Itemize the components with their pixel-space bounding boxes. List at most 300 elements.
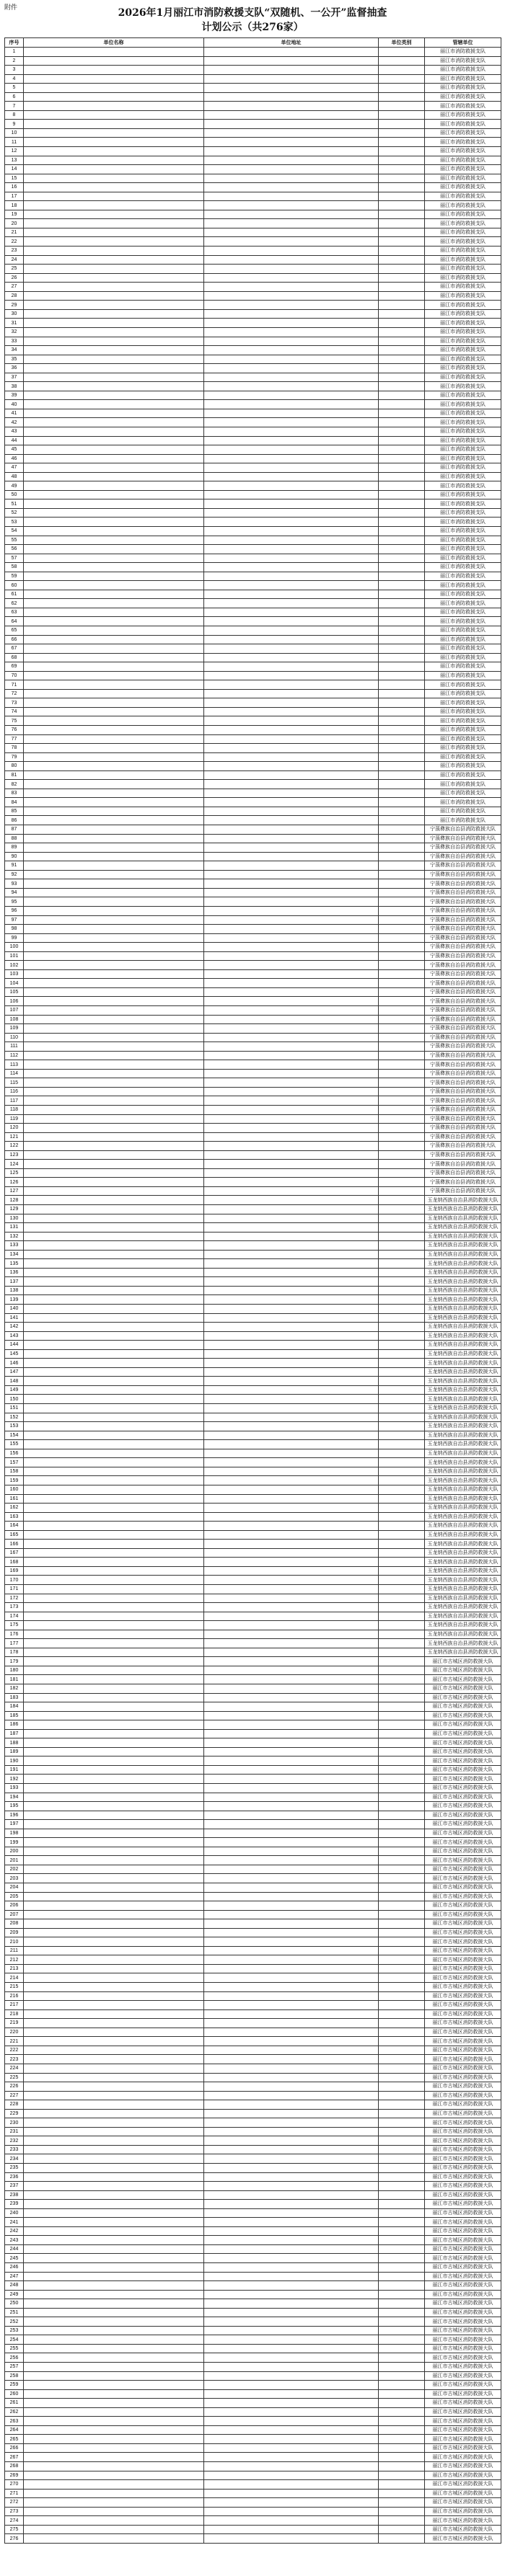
row-category xyxy=(379,2064,425,2073)
table-row xyxy=(5,2435,501,2444)
row-number: 164 xyxy=(5,1522,24,1531)
row-number: 60 xyxy=(5,581,24,590)
row-category xyxy=(379,418,425,427)
row-jurisdiction: 玉龙纳西族自治县消防救援大队 xyxy=(425,1367,501,1377)
row-address xyxy=(204,698,379,708)
row-category xyxy=(379,2272,425,2281)
row-jurisdiction: 丽江市古城区消防救援大队 xyxy=(425,2407,501,2417)
row-company-name xyxy=(24,2226,204,2236)
row-address xyxy=(204,1259,379,1269)
row-number: 138 xyxy=(5,1286,24,1295)
row-company-name xyxy=(24,1955,204,1965)
row-number: 66 xyxy=(5,635,24,644)
table-row xyxy=(5,1684,501,1693)
row-category xyxy=(379,2001,425,2010)
table-row xyxy=(5,1865,501,1874)
table-row xyxy=(5,1395,501,1404)
row-address xyxy=(204,1060,379,1070)
table-row xyxy=(5,2163,501,2172)
row-company-name xyxy=(24,987,204,997)
row-company-name xyxy=(24,1648,204,1657)
row-company-name xyxy=(24,445,204,455)
row-company-name xyxy=(24,2480,204,2490)
row-number: 83 xyxy=(5,789,24,798)
row-company-name xyxy=(24,490,204,499)
row-number: 80 xyxy=(5,762,24,771)
row-address xyxy=(204,1494,379,1504)
row-jurisdiction: 丽江市消防救援支队 xyxy=(425,56,501,66)
row-jurisdiction: 丽江市古城区消防救援大队 xyxy=(425,2037,501,2046)
table-row xyxy=(5,2073,501,2082)
row-address xyxy=(204,1991,379,2001)
row-number: 222 xyxy=(5,2046,24,2055)
row-company-name xyxy=(24,1069,204,1078)
row-company-name xyxy=(24,92,204,102)
row-category xyxy=(379,1377,425,1386)
row-number: 223 xyxy=(5,2055,24,2064)
row-company-name xyxy=(24,2182,204,2191)
row-address xyxy=(204,463,379,473)
row-jurisdiction: 丽江市消防救援支队 xyxy=(425,84,501,93)
row-company-name xyxy=(24,2118,204,2128)
table-row xyxy=(5,2100,501,2110)
row-company-name xyxy=(24,1305,204,1314)
row-jurisdiction: 宁蒗彝族自治县消防救援大队 xyxy=(425,1015,501,1024)
row-number: 234 xyxy=(5,2154,24,2164)
row-number: 58 xyxy=(5,563,24,572)
table-row xyxy=(5,563,501,572)
row-address xyxy=(204,2028,379,2037)
row-category xyxy=(379,626,425,636)
row-address xyxy=(204,1033,379,1042)
row-category xyxy=(379,1196,425,1205)
row-category xyxy=(379,1865,425,1874)
row-number: 29 xyxy=(5,301,24,310)
row-category xyxy=(379,1693,425,1702)
row-category xyxy=(379,2326,425,2335)
row-jurisdiction: 丽江市古城区消防救援大队 xyxy=(425,2534,501,2544)
row-number: 11 xyxy=(5,138,24,147)
row-address xyxy=(204,1738,379,1748)
row-jurisdiction: 丽江市古城区消防救援大队 xyxy=(425,1919,501,1929)
table-row xyxy=(5,1512,501,1522)
row-jurisdiction: 宁蒗彝族自治县消防救援大队 xyxy=(425,997,501,1006)
row-number: 100 xyxy=(5,943,24,952)
row-company-name xyxy=(24,1395,204,1404)
row-company-name xyxy=(24,2435,204,2444)
row-number: 193 xyxy=(5,1784,24,1793)
row-number: 174 xyxy=(5,1612,24,1621)
row-category xyxy=(379,48,425,57)
table-row xyxy=(5,1413,501,1422)
row-number: 39 xyxy=(5,391,24,400)
row-company-name xyxy=(24,2019,204,2028)
row-jurisdiction: 丽江市消防救援支队 xyxy=(425,752,501,762)
row-category xyxy=(379,1838,425,1847)
row-category xyxy=(379,1005,425,1015)
table-row xyxy=(5,1530,501,1540)
table-row xyxy=(5,2308,501,2317)
row-company-name xyxy=(24,1485,204,1494)
table-row xyxy=(5,228,501,237)
row-category xyxy=(379,427,425,436)
row-category xyxy=(379,1323,425,1332)
row-address xyxy=(204,1820,379,1829)
row-category xyxy=(379,780,425,789)
table-row xyxy=(5,1015,501,1024)
row-jurisdiction: 丽江市古城区消防救援大队 xyxy=(425,2082,501,2092)
row-address xyxy=(204,1603,379,1612)
row-number: 102 xyxy=(5,961,24,970)
row-category xyxy=(379,1558,425,1567)
row-number: 93 xyxy=(5,879,24,889)
row-jurisdiction: 玉龙纳西族自治县消防救援大队 xyxy=(425,1196,501,1205)
row-category xyxy=(379,1467,425,1476)
row-jurisdiction: 丽江市消防救援支队 xyxy=(425,346,501,355)
table-row xyxy=(5,1566,501,1576)
row-category xyxy=(379,843,425,853)
row-category xyxy=(379,1584,425,1594)
row-address xyxy=(204,852,379,861)
row-number: 95 xyxy=(5,897,24,907)
row-number: 128 xyxy=(5,1196,24,1205)
row-number: 248 xyxy=(5,2281,24,2291)
table-row xyxy=(5,1711,501,1720)
row-jurisdiction: 丽江市消防救援支队 xyxy=(425,255,501,265)
row-category xyxy=(379,1042,425,1052)
row-address xyxy=(204,834,379,843)
row-number: 14 xyxy=(5,165,24,174)
row-company-name xyxy=(24,1865,204,1874)
row-company-name xyxy=(24,2507,204,2516)
row-category xyxy=(379,698,425,708)
row-company-name xyxy=(24,825,204,835)
row-jurisdiction: 丽江市古城区消防救援大队 xyxy=(425,2344,501,2353)
row-company-name xyxy=(24,409,204,418)
row-company-name xyxy=(24,1829,204,1838)
table-row xyxy=(5,2082,501,2092)
row-company-name xyxy=(24,1838,204,1847)
row-category xyxy=(379,1440,425,1449)
row-category xyxy=(379,454,425,463)
row-category xyxy=(379,499,425,509)
row-number: 71 xyxy=(5,680,24,690)
row-number: 192 xyxy=(5,1775,24,1784)
row-company-name xyxy=(24,1078,204,1088)
row-address xyxy=(204,2389,379,2399)
row-company-name xyxy=(24,301,204,310)
row-company-name xyxy=(24,1186,204,1196)
row-number: 86 xyxy=(5,816,24,825)
row-jurisdiction: 丽江市消防救援支队 xyxy=(425,283,501,292)
row-jurisdiction: 丽江市古城区消防救援大队 xyxy=(425,2363,501,2372)
row-jurisdiction: 丽江市消防救援支队 xyxy=(425,536,501,545)
row-number: 220 xyxy=(5,2028,24,2037)
row-jurisdiction: 丽江市消防救援支队 xyxy=(425,599,501,608)
row-jurisdiction: 玉龙纳西族自治县消防救援大队 xyxy=(425,1331,501,1341)
row-address xyxy=(204,1277,379,1287)
row-number: 85 xyxy=(5,807,24,816)
row-jurisdiction: 宁蒗彝族自治县消防救援大队 xyxy=(425,1024,501,1034)
table-row xyxy=(5,201,501,210)
table-row xyxy=(5,689,501,698)
row-address xyxy=(204,1684,379,1693)
table-row xyxy=(5,2480,501,2490)
row-number: 111 xyxy=(5,1042,24,1052)
row-address xyxy=(204,1114,379,1124)
row-company-name xyxy=(24,1621,204,1630)
table-row xyxy=(5,1765,501,1775)
row-address xyxy=(204,1268,379,1277)
row-company-name xyxy=(24,1241,204,1251)
row-category xyxy=(379,1603,425,1612)
row-company-name xyxy=(24,689,204,698)
row-jurisdiction: 丽江市古城区消防救援大队 xyxy=(425,1865,501,1874)
table-row xyxy=(5,2037,501,2046)
row-category xyxy=(379,373,425,382)
row-number: 243 xyxy=(5,2236,24,2245)
row-jurisdiction: 丽江市消防救援支队 xyxy=(425,156,501,165)
row-jurisdiction: 丽江市古城区消防救援大队 xyxy=(425,1765,501,1775)
row-jurisdiction: 丽江市消防救援支队 xyxy=(425,481,501,491)
row-address xyxy=(204,1042,379,1052)
row-company-name xyxy=(24,536,204,545)
row-number: 149 xyxy=(5,1385,24,1395)
row-category xyxy=(379,1295,425,1305)
row-address xyxy=(204,1087,379,1096)
row-address xyxy=(204,671,379,680)
row-jurisdiction: 丽江市消防救援支队 xyxy=(425,247,501,256)
row-jurisdiction: 丽江市消防救援支队 xyxy=(425,427,501,436)
table-row xyxy=(5,490,501,499)
row-jurisdiction: 宁蒗彝族自治县消防救援大队 xyxy=(425,879,501,889)
row-jurisdiction: 丽江市消防救援支队 xyxy=(425,662,501,672)
column-header-type: 单位类别 xyxy=(379,38,425,48)
row-company-name xyxy=(24,1910,204,1919)
row-jurisdiction: 丽江市古城区消防救援大队 xyxy=(425,2317,501,2327)
table-row xyxy=(5,1675,501,1684)
table-row xyxy=(5,1946,501,1955)
table-row xyxy=(5,2407,501,2417)
row-company-name xyxy=(24,1250,204,1259)
row-company-name xyxy=(24,780,204,789)
table-row xyxy=(5,1385,501,1395)
row-number: 183 xyxy=(5,1693,24,1702)
row-category xyxy=(379,1413,425,1422)
table-row xyxy=(5,1377,501,1386)
row-address xyxy=(204,915,379,925)
row-company-name xyxy=(24,1675,204,1684)
table-row xyxy=(5,608,501,617)
table-row xyxy=(5,1991,501,2001)
row-category xyxy=(379,247,425,256)
row-number: 177 xyxy=(5,1639,24,1648)
row-address xyxy=(204,1377,379,1386)
row-category xyxy=(379,2136,425,2146)
row-address xyxy=(204,1630,379,1639)
table-row xyxy=(5,2443,501,2453)
table-row xyxy=(5,1160,501,1169)
row-company-name xyxy=(24,1323,204,1332)
row-jurisdiction: 玉龙纳西族自治县消防救援大队 xyxy=(425,1458,501,1467)
row-address xyxy=(204,979,379,988)
row-number: 235 xyxy=(5,2163,24,2172)
row-number: 173 xyxy=(5,1603,24,1612)
table-row xyxy=(5,536,501,545)
row-address xyxy=(204,870,379,879)
row-category xyxy=(379,2208,425,2218)
row-company-name xyxy=(24,635,204,644)
row-address xyxy=(204,662,379,672)
table-row xyxy=(5,2353,501,2363)
table-row xyxy=(5,997,501,1006)
row-category xyxy=(379,1829,425,1838)
row-jurisdiction: 玉龙纳西族自治县消防救援大队 xyxy=(425,1440,501,1449)
row-number: 22 xyxy=(5,237,24,247)
row-category xyxy=(379,1160,425,1169)
row-company-name xyxy=(24,210,204,219)
row-category xyxy=(379,1114,425,1124)
row-jurisdiction: 丽江市消防救援支队 xyxy=(425,816,501,825)
row-number: 143 xyxy=(5,1331,24,1341)
row-address xyxy=(204,2019,379,2028)
table-row xyxy=(5,128,501,138)
row-jurisdiction: 丽江市古城区消防救援大队 xyxy=(425,1738,501,1748)
table-row xyxy=(5,1756,501,1766)
row-address xyxy=(204,1232,379,1241)
row-category xyxy=(379,273,425,283)
row-company-name xyxy=(24,2308,204,2317)
row-jurisdiction: 丽江市古城区消防救援大队 xyxy=(425,2254,501,2263)
row-jurisdiction: 丽江市消防救援支队 xyxy=(425,518,501,527)
row-category xyxy=(379,138,425,147)
row-address xyxy=(204,1485,379,1494)
row-jurisdiction: 丽江市消防救援支队 xyxy=(425,463,501,473)
row-category xyxy=(379,463,425,473)
row-jurisdiction: 玉龙纳西族自治县消防救援大队 xyxy=(425,1413,501,1422)
row-jurisdiction: 玉龙纳西族自治县消防救援大队 xyxy=(425,1295,501,1305)
row-category xyxy=(379,1331,425,1341)
table-row xyxy=(5,2516,501,2526)
row-address xyxy=(204,888,379,897)
row-company-name xyxy=(24,816,204,825)
row-jurisdiction: 丽江市古城区消防救援大队 xyxy=(425,1820,501,1829)
table-row xyxy=(5,2028,501,2037)
row-company-name xyxy=(24,1313,204,1323)
row-jurisdiction: 丽江市消防救援支队 xyxy=(425,210,501,219)
row-number: 48 xyxy=(5,472,24,481)
row-jurisdiction: 丽江市古城区消防救援大队 xyxy=(425,2462,501,2471)
row-number: 167 xyxy=(5,1548,24,1558)
row-category xyxy=(379,1910,425,1919)
row-company-name xyxy=(24,1901,204,1911)
row-number: 77 xyxy=(5,734,24,744)
row-company-name xyxy=(24,961,204,970)
row-category xyxy=(379,635,425,644)
row-address xyxy=(204,1829,379,1838)
row-address xyxy=(204,2163,379,2172)
row-number: 141 xyxy=(5,1313,24,1323)
row-number: 200 xyxy=(5,1847,24,1856)
table-row xyxy=(5,852,501,861)
row-category xyxy=(379,1919,425,1929)
table-row xyxy=(5,861,501,871)
row-category xyxy=(379,2254,425,2263)
page-subtitle: 计划公示（共276家） xyxy=(201,22,304,33)
table-row xyxy=(5,1720,501,1730)
row-address xyxy=(204,2154,379,2164)
row-jurisdiction: 宁蒗彝族自治县消防救援大队 xyxy=(425,888,501,897)
row-jurisdiction: 丽江市消防救援支队 xyxy=(425,563,501,572)
row-number: 115 xyxy=(5,1078,24,1088)
row-company-name xyxy=(24,770,204,780)
row-address xyxy=(204,1124,379,1133)
table-row xyxy=(5,2118,501,2128)
table-row xyxy=(5,1603,501,1612)
row-jurisdiction: 玉龙纳西族自治县消防救援大队 xyxy=(425,1341,501,1350)
table-row xyxy=(5,2498,501,2508)
row-address xyxy=(204,147,379,156)
row-address xyxy=(204,1395,379,1404)
row-company-name xyxy=(24,2028,204,2037)
row-company-name xyxy=(24,925,204,934)
row-company-name xyxy=(24,789,204,798)
table-row xyxy=(5,1829,501,1838)
row-address xyxy=(204,2443,379,2453)
row-number: 258 xyxy=(5,2371,24,2381)
row-company-name xyxy=(24,2037,204,2046)
row-number: 206 xyxy=(5,1901,24,1911)
table-row xyxy=(5,1476,501,1485)
row-category xyxy=(379,1946,425,1955)
table-row xyxy=(5,2046,501,2055)
row-company-name xyxy=(24,400,204,409)
table-row xyxy=(5,2507,501,2516)
row-jurisdiction: 丽江市古城区消防救援大队 xyxy=(425,2516,501,2526)
row-address xyxy=(204,1576,379,1585)
row-company-name xyxy=(24,183,204,192)
table-row xyxy=(5,1594,501,1603)
row-company-name xyxy=(24,1142,204,1151)
row-company-name xyxy=(24,2417,204,2426)
table-row xyxy=(5,1820,501,1829)
row-company-name xyxy=(24,644,204,654)
row-jurisdiction: 丽江市消防救援支队 xyxy=(425,355,501,364)
row-address xyxy=(204,2136,379,2146)
row-category xyxy=(379,2046,425,2055)
row-category xyxy=(379,490,425,499)
row-category xyxy=(379,2525,425,2534)
row-company-name xyxy=(24,1476,204,1485)
row-company-name xyxy=(24,617,204,626)
row-number: 53 xyxy=(5,518,24,527)
row-category xyxy=(379,183,425,192)
table-row xyxy=(5,319,501,328)
row-category xyxy=(379,210,425,219)
row-category xyxy=(379,662,425,672)
table-row xyxy=(5,454,501,463)
row-address xyxy=(204,1359,379,1368)
row-category xyxy=(379,1069,425,1078)
row-jurisdiction: 玉龙纳西族自治县消防救援大队 xyxy=(425,1594,501,1603)
row-category xyxy=(379,2534,425,2544)
row-number: 153 xyxy=(5,1422,24,1431)
row-number: 229 xyxy=(5,2109,24,2118)
row-jurisdiction: 丽江市古城区消防救援大队 xyxy=(425,1802,501,1811)
row-company-name xyxy=(24,1558,204,1567)
row-jurisdiction: 丽江市消防救援支队 xyxy=(425,102,501,111)
row-address xyxy=(204,1150,379,1160)
